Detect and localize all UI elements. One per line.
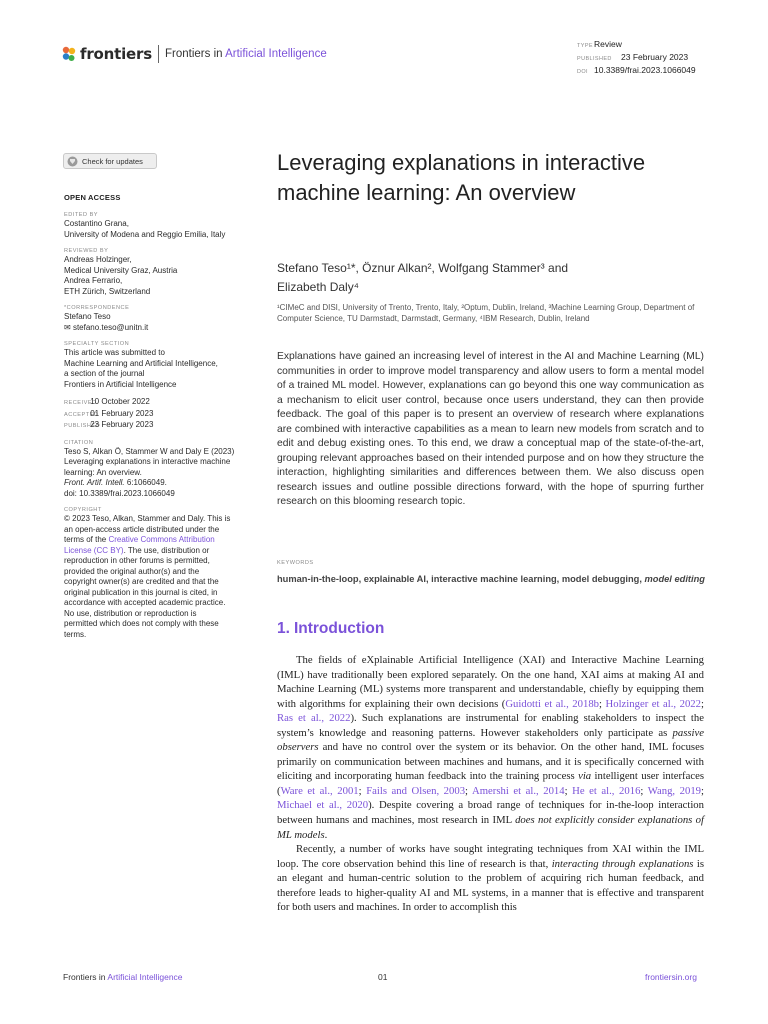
abstract: Explanations have gained an increasing level of interest in the AI and Machine Learning (ML) communities in order to improve model transparency and allow users to form a mental model of a trained ML model. However, explanations can go beyond this one way communication as a mechanism to elicit user control, because once users understand, they can then provide feedback. The goal of this paper is to present an overview of research where explanations are combined with interactive capabilities as a mean to learn new models from scratch and to edit and debug existing ones. To this end, we draw a conceptual map of the state-of-the-art, grouping relevant approaches based on their intended purpose and on how they structure the interaction, highlighting similarities and differences between them. We also discuss open research issues and outline possible directions forward, with the hope of spurring further research on this blooming research topic. [277,351,704,507]
date-accepted: ACCEPTED 01 February 2023 [64,408,154,418]
journal-name: Artificial Intelligence [225,48,327,60]
keyword: model editing [644,574,705,584]
footer-journal[interactable]: Frontiers in Artificial Intelligence [63,972,183,982]
cc-license-link[interactable]: Creative Commons Attribution [108,535,215,544]
date-published: PUBLISHED 23 February 2023 [64,420,154,429]
journal-name-header[interactable] [165,48,327,60]
cc-license-link-2[interactable]: License (CC BY) [64,545,124,555]
date-received: RECEIVED 10 October 2022 [64,397,150,406]
citation-link[interactable]: Guidotti et al., 2018b [505,697,600,710]
citation-section: CITATION Teso S, Alkan Ö, Stammer W and Daly E (2023) Leveraging explanations in interactive machine learning: An overview. Front. Artif. Intell. 6:1066049. doi: 10.3389/frai.2023.1066049 [64,439,264,500]
authors-line-2: Elizabeth Daly⁴ [277,280,359,294]
frontiers-logo[interactable] [62,44,152,64]
open-access-label: OPEN ACCESS [64,193,121,202]
citation-link[interactable]: Ware et al., 2001 [280,784,359,797]
journal-prefix: Frontiers in [165,48,226,60]
keyword: model debugging, [561,574,642,584]
citation-doi[interactable]: doi: 10.3389/frai.2023.1066049 [64,488,175,498]
authors-line-1: Stefano Teso¹*, Öznur Alkan², Wolfgang Stammer³ and [277,261,569,275]
footer-website-link[interactable]: frontiersin.org [645,972,697,982]
header-divider [158,45,159,63]
dates-section [64,397,264,432]
affiliations: ¹CIMeC and DISI, University of Trento, Trento, Italy, ²Optum, Dublin, Ireland, ³Machine Learning Group, Department of Computer Science, TU Darmstadt, Darmstadt, Germany, ⁴IBM Research, Dublin, Ireland [277,303,695,323]
keywords-label: KEYWORDS [277,560,314,566]
citation-link[interactable]: Ras et al., 2022 [277,712,351,725]
correspondence-email[interactable]: stefano.teso@unitn.it [72,322,149,332]
meta-doi: DOI 10.3389/frai.2023.1066049 [577,65,696,75]
keyword: explainable AI, [363,574,429,584]
copyright-section: COPYRIGHT © 2023 Teso, Alkan, Stammer and Daly. This is an open-access article distributed under the terms of the Creative Commons Attribution License (CC BY). The use, distribution or reproduction in other forums is permitted, provided the original author(s) and the copyright owner(s) are credited and that the original publication in this journal is cited, in accordance with accepted academic practice. No use, distribution or reproduction is permitted which does not comply with these terms. [64,507,231,639]
page-number: 01 [378,972,388,982]
citation-link[interactable]: Wang, 2019 [647,784,702,797]
article-title: Leveraging explanations in interactive machine learning: An overview [277,150,646,205]
keywords [277,573,707,585]
specialty-section: SPECIALTY SECTION This article was submitted to Machine Learning and Artificial Intelligence, a section of the journal Frontiers in Artificial Intelligence [64,341,218,389]
check-updates-label: Check for updates [82,156,143,166]
correspondence-section: *CORRESPONDENCE Stefano Teso ✉ stefano.teso@unitn.it [64,305,149,332]
check-updates-icon [67,156,78,167]
paragraph: The fields of eXplainable Artificial Intelligence (XAI) and Interactive Machine Learning (IML) have traditionally been explored separately. On the one hand, XAI aims at making AI and Machine Learning (ML) systems more transparent and understandable, chiefly by equipping them with algorithms for explaining their own decisions (Guidotti et al., 2018b; Holzinger et al., 2022; Ras et al., 2022). Such explanations are instrumental for enabling stakeholders to inspect the system’s knowledge and reasoning patterns. However stakeholders only participate as passive observers and have no control over the system or its behavior. On the other hand, IML focuses primarily on communication between machines and humans, and it is specifically concerned with eliciting and incorporating human feedback into the training process via intelligent user interfaces (Ware et al., 2001; Fails and Olsen, 2003; Amershi et al., 2014; He et al., 2016; Wang, 2019; Michael et al., 2020). Despite covering a broad range of techniques for in-the-loop interaction between humans and machines, most research in IML does not explicitly consider explanations of ML models. [277,654,705,841]
meta-published: PUBLISHED 23 February 2023 [577,52,689,62]
keyword: human-in-the-loop, [277,574,362,584]
article-meta [577,39,696,78]
keyword: interactive machine learning, [431,574,560,584]
reviewed-by-section: REVIEWED BY Andreas Holzinger, Medical University Graz, Austria Andrea Ferrario, ETH Zürich, Switzerland [64,248,178,296]
paragraph: Recently, a number of works have sought integrating techniques from XAI within the IML loop. The core observation behind this line of research is that, interacting through explanations is an elegant and human-centric solution to the problem of acquiring rich human feedback, and therefore leads to higher-quality AI and ML systems, in a manner that is effective and transparent for both users and machines. In order to accomplish this [277,843,705,914]
section-heading-introduction: 1. Introduction [277,620,385,637]
logo-text: frontiers [80,45,152,63]
citation-link[interactable]: He et al., 2016 [572,784,641,797]
sidebar-info [64,211,264,647]
check-for-updates-button[interactable] [63,153,157,169]
citation-link[interactable]: Holzinger et al., 2022 [605,697,701,710]
envelope-icon: ✉ [64,322,71,332]
body-text [277,653,704,915]
meta-type: TYPEReview [577,39,622,49]
author-list [277,259,717,297]
frontiers-logo-icon [62,46,76,62]
citation-link[interactable]: Michael et al., 2020 [277,799,369,812]
citation-link[interactable]: Fails and Olsen, 2003 [366,784,466,797]
edited-by-section: EDITED BY Costantino Grana, University of Modena and Reggio Emilia, Italy [64,212,226,239]
citation-link[interactable]: Amershi et al., 2014 [471,784,565,797]
